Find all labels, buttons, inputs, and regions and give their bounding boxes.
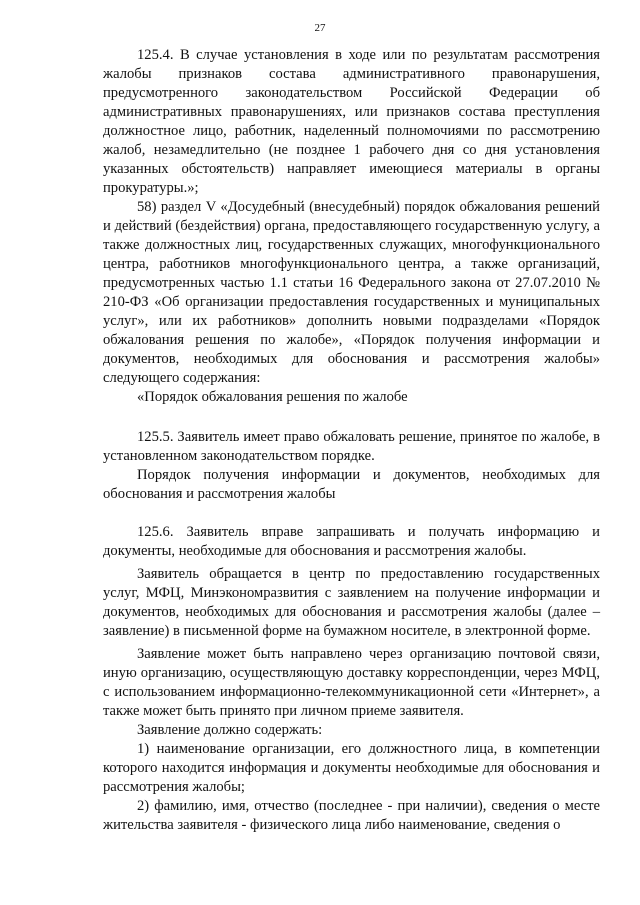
subheading-appeal-procedure: «Порядок обжалования решения по жалобе bbox=[137, 389, 408, 405]
list-item-1: 1) наименование организации, его должностного лица, в компетенции которого находится информация и документы необходимые для обоснования и рассмотрения жалобы; bbox=[103, 741, 600, 795]
paragraph-application-submission: Заявитель обращается в центр по предоставлению государственных услуг, МФЦ, Минэкономразвития с заявлением на получение информации и документов, необходимых для обоснования и рассмотрения жалобы (далее – заявление) в письменной форме на бумажном носителе, в электронной форме. bbox=[103, 566, 600, 639]
list-item-2: 2) фамилию, имя, отчество (последнее - при наличии), сведения о месте жительства заявителя - физического лица либо наименование, сведения о bbox=[103, 798, 600, 833]
paragraph-application-contents-intro: Заявление должно содержать: bbox=[137, 722, 323, 738]
paragraph-125-5: 125.5. Заявитель имеет право обжаловать решение, принятое по жалобе, в установленном законодательством порядке. bbox=[103, 429, 600, 464]
page-number: 27 bbox=[314, 22, 326, 34]
paragraph-125-4: 125.4. В случае установления в ходе или по результатам рассмотрения жалобы признаков состава административного правонарушения, предусмотренного законодательством Российской Федерации об административных правонарушениях, или признаков состава преступления должностное лицо, работник, наделенный полномочиями по рассмотрению жалоб, незамедлительно (не позднее 1 рабочего дня со дня установления указанных обстоятельств) направляет имеющиеся материалы в органы прокуратуры.»; bbox=[103, 47, 600, 196]
paragraph-item-58: 58) раздел V «Досудебный (внесудебный) порядок обжалования решений и действий (бездействия) органа, предоставляющего государственную услугу, а также должностных лиц, государственных служащих, многофункционального центра, работников многофункционального центра, а также организаций, предусмотренных частью 1.1 статьи 16 Федерального закона от 27.07.2010 № 210-ФЗ «Об организации предоставления государственных и муниципальных услуг», или их работников» дополнить новыми подразделами «Порядок обжалования решения по жалобе», «Порядок получения информации и документов, необходимых для обоснования и рассмотрения жалобы» следующего содержания: bbox=[103, 199, 600, 386]
paragraph-125-6: 125.6. Заявитель вправе запрашивать и получать информацию и документы, необходимые для обоснования и рассмотрения жалобы. bbox=[103, 524, 600, 559]
paragraph-application-channels: Заявление может быть направлено через организацию почтовой связи, иную организацию, осуществляющую доставку корреспонденции, через МФЦ, с использованием информационно-телекоммуникационной сети «Интернет», а также может быть принято при личном приеме заявителя. bbox=[103, 646, 600, 719]
subheading-information-procedure: Порядок получения информации и документов, необходимых для обоснования и рассмотрения жалобы bbox=[103, 467, 600, 502]
document-body bbox=[103, 46, 600, 835]
